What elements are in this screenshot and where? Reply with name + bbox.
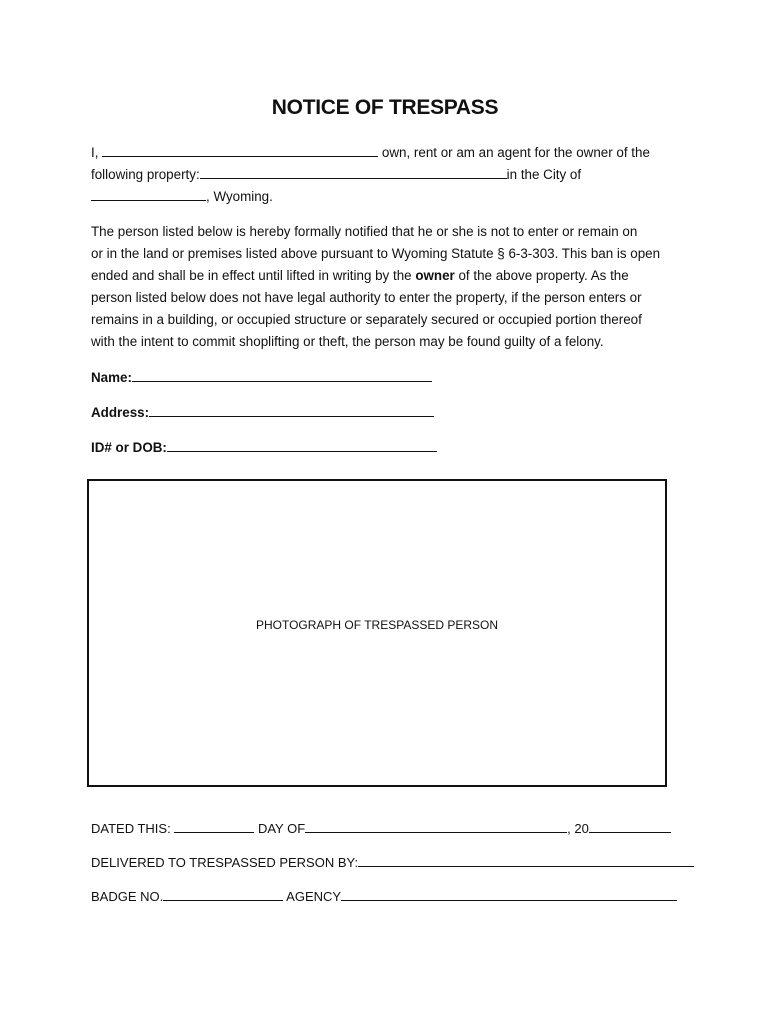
- owner-name-blank[interactable]: [102, 142, 378, 157]
- dated-day-blank[interactable]: [174, 818, 254, 833]
- city-blank[interactable]: [91, 186, 206, 201]
- intro-own-text: own, rent or am an agent for the owner of the: [381, 145, 650, 160]
- notice-paragraph: [91, 221, 691, 353]
- paragraph-line: remains in a building, or occupied structure or separately secured or occupied portion thereof: [91, 312, 642, 327]
- badge-agency-line: [91, 886, 677, 904]
- paragraph-line: [91, 265, 691, 287]
- agency-blank[interactable]: [341, 886, 677, 901]
- day-of-label: DAY OF: [257, 821, 306, 836]
- paragraph-line: or in the land or premises listed above pursuant to Wyoming Statute § 6-3-303. This ban is open: [91, 246, 661, 261]
- paragraph-text: of the above property. As the: [454, 268, 629, 283]
- badge-blank[interactable]: [163, 886, 283, 901]
- dated-line: [91, 818, 671, 836]
- name-field: [91, 367, 432, 385]
- delivered-line: [91, 852, 694, 870]
- intro-line-2: [91, 164, 581, 186]
- id-dob-field: [91, 437, 437, 455]
- address-label: Address:: [91, 405, 150, 420]
- dated-label: DATED THIS:: [91, 821, 171, 836]
- paragraph-line: with the intent to commit shoplifting or theft, the person may be found guilty of a felony.: [91, 334, 604, 349]
- agency-label: AGENCY: [286, 889, 342, 904]
- property-label: following property:: [91, 167, 200, 182]
- delivered-label: DELIVERED TO TRESPASSED PERSON BY:: [91, 855, 359, 870]
- month-blank[interactable]: [305, 818, 567, 833]
- owner-emphasis: owner: [415, 268, 455, 283]
- name-label: Name:: [91, 370, 132, 385]
- intro-line-3: [91, 186, 273, 208]
- document-title: NOTICE OF TRESPASS: [271, 96, 499, 119]
- badge-label: BADGE NO.: [91, 889, 164, 904]
- intro-i-label: I,: [91, 145, 99, 160]
- id-dob-label: ID# or DOB:: [91, 440, 167, 455]
- city-label: in the City of: [506, 167, 582, 182]
- address-blank[interactable]: [149, 402, 434, 417]
- wyoming-label: , Wyoming.: [206, 189, 273, 204]
- property-blank[interactable]: [200, 164, 507, 179]
- id-dob-blank[interactable]: [167, 437, 437, 452]
- year-blank[interactable]: [589, 818, 671, 833]
- delivered-by-blank[interactable]: [358, 852, 694, 867]
- paragraph-line: person listed below does not have legal authority to enter the property, if the person enters or: [91, 290, 642, 305]
- photo-label: PHOTOGRAPH OF TRESPASSED PERSON: [255, 618, 499, 632]
- name-blank[interactable]: [132, 367, 432, 382]
- paragraph-line: The person listed below is hereby formally notified that he or she is not to enter or remain on: [91, 224, 638, 239]
- address-field: [91, 402, 434, 420]
- intro-line-1: [91, 142, 650, 164]
- year-label: , 20: [567, 821, 589, 836]
- paragraph-text: ended and shall be in effect until lifted in writing by the: [91, 268, 416, 283]
- photo-box[interactable]: [87, 479, 667, 787]
